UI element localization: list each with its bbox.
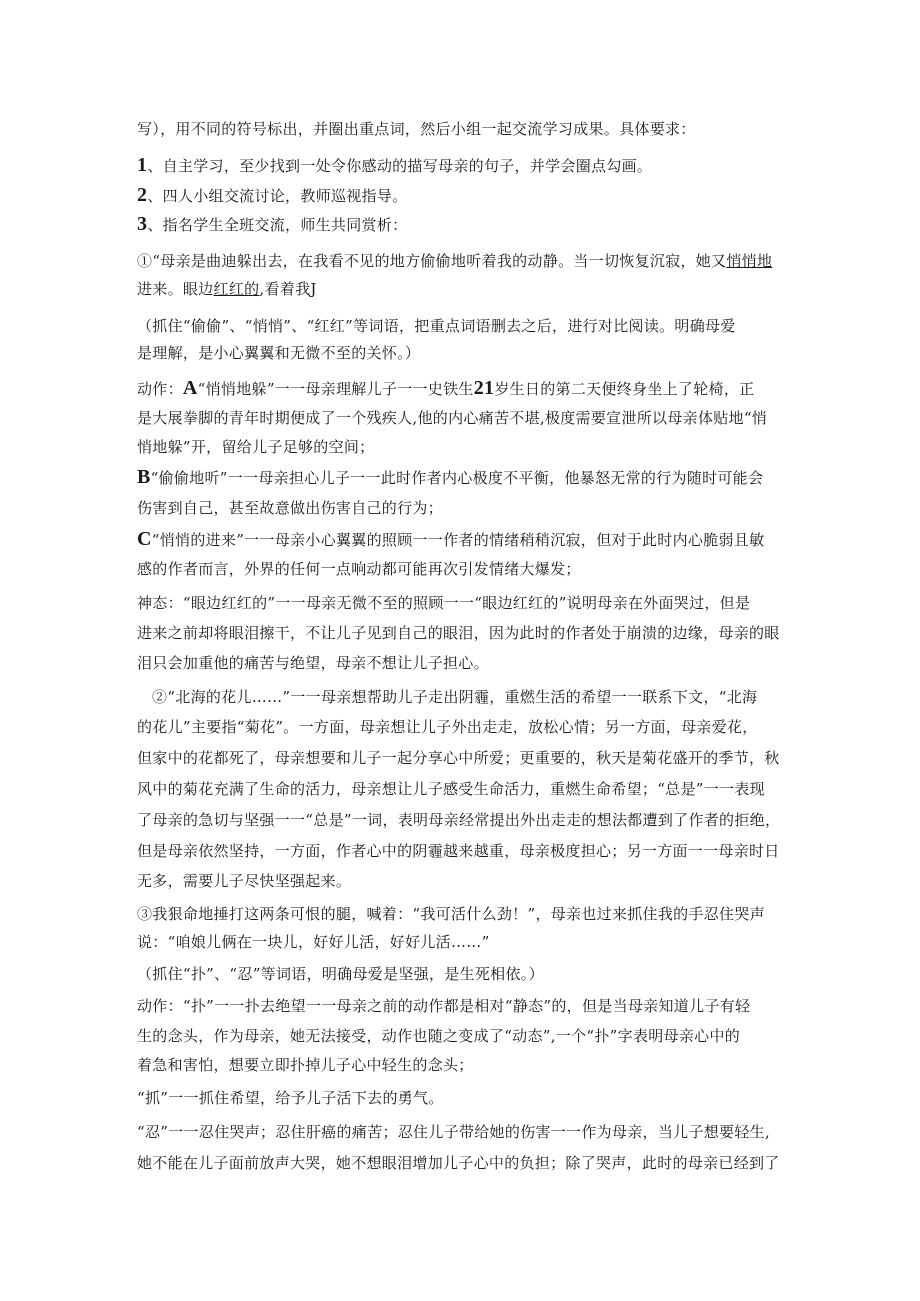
list-number: 1 [137, 154, 148, 176]
text-line: 无多，需要儿子尽快坚强起来。 [137, 872, 352, 890]
text-segment: ,看着我J [259, 280, 317, 298]
text-segment: 进来。眼边 [137, 280, 214, 298]
text-line: 但是母亲依然坚持，一方面，作者心中的阴霾越来越重，母亲极度担心；另一方面一一母亲时日 [137, 842, 780, 860]
text-segment: 、自主学习，至少找到一处令你感动的描写母亲的句子，并学会圈点勾画。 [147, 157, 653, 175]
text-line: 说：“咱娘儿俩在一块儿，好好儿活，好好儿活……” [137, 933, 490, 951]
action-b-line-1 [137, 466, 787, 489]
quote-1-line-2 [137, 278, 787, 300]
text-line: 了母亲的急切与坚强一一“总是”一词，表明母亲经常提出外出走走的想法都遭到了作者的拒绝， [137, 811, 781, 829]
text-line: 风中的菊花充满了生命的活力，母亲想让儿子感受生命活力，重燃生命希望；“总是”一一表现 [137, 780, 765, 798]
underlined-keyword: 红红的 [213, 280, 260, 298]
text-segment: 动作： [137, 380, 183, 398]
text-segment: 、指名学生全班交流，师生共同赏析： [147, 216, 408, 234]
text-line: 她不能在儿子面前放声大哭，她不想眼泪增加儿子心中的负担；除了哭声，此时的母亲已经到了 [137, 1154, 780, 1172]
text-line: （抓住“偷偷”、“悄悄”、“红红”等词语，把重点词语删去之后，进行对比阅读。明确母爱 [137, 317, 736, 335]
text-line: 是理解，是小心翼翼和无微不至的关怀。） [137, 344, 421, 362]
text-line: 生的念头，作为母亲，她无法接受，动作也随之变成了“动态”,一个“扑”字表明母亲心中的 [137, 1027, 741, 1045]
text-line: 进来之前却将眼泪擦干，不让儿子见到自己的眼泪，因为此时的作者处于崩溃的边缘，母亲的眼 [137, 624, 780, 642]
text-segment: ①“母亲是曲迪躲出去，在我看不见的地方偷偷地听着我的动静。当一切恢复沉寂，她又 [137, 252, 727, 270]
text-segment: “偷偷地听”一一母亲担心儿子一一此时作者内心极度不平衡，他暴怒无常的行为随时可能会 [150, 469, 764, 487]
text-line: 着急和害怕，想要立即扑掉儿子心中轻生的念头； [137, 1056, 474, 1074]
text-line: 动作：“扑”一一扑去绝望一一母亲之前的动作都是相对“静态”的，但是当母亲知道儿子有轻 [137, 997, 751, 1015]
quote-2-line-1: ②“北海的花儿……”一一母亲想帮助儿子走出阴霾，重燃生活的希望一一联系下文，“北海 [152, 688, 758, 706]
text-line: 写），用不同的符号标出，并圈出重点词，然后小组一起交流学习成果。具体要求： [137, 120, 696, 138]
text-line: “忍”一一忍住哭声；忍住肝癌的痛苦；忍住儿子带给她的伤害一一作为母亲，当儿子想要轻生, [137, 1123, 771, 1141]
requirement-1 [137, 154, 787, 177]
text-line: “抓”一一抓住希望，给予儿子活下去的勇气。 [137, 1089, 444, 1107]
list-number: 2 [137, 184, 148, 206]
text-segment: “悄悄地躲”一一母亲理解儿子一一史铁生 [197, 380, 474, 398]
text-line: 但家中的花都死了，母亲想要和儿子一起分享心中所爱；更重要的，秋天是菊花盛开的季节，秋 [137, 749, 780, 767]
text-line: 的花儿”主要指“菊花”。一方面，母亲想让儿子外出走走，放松心情；另一方面，母亲爱花， [137, 718, 758, 736]
text-line: 神态：“眼边红红的”一一母亲无微不至的照顾一一“眼边红红的”说明母亲在外面哭过，但是 [137, 594, 751, 612]
quote-1-line-1 [137, 250, 787, 272]
list-letter: A [182, 377, 198, 399]
quote-3-line-1: ③我狠命地捶打这两条可恨的腿，喊着：“我可活什么劲！”，母亲也过来抓住我的手忍住哭声 [137, 905, 765, 923]
age-number: 21 [473, 377, 495, 399]
text-line: 伤害到自己，甚至故意做出伤害自己的行为； [137, 499, 444, 517]
text-line: （抓住“扑”、“忍”等词语，明确母爱是坚强，是生死相依。） [137, 965, 544, 983]
action-c-line-1 [137, 528, 787, 551]
underlined-keyword: 悄悄地 [726, 252, 773, 270]
list-letter: C [137, 528, 152, 550]
text-line: 是大展拳脚的青年时期便成了一个残疾人,他的内心痛苦不堪,极度需要宣泄所以母亲体贴地“悄 [137, 409, 768, 427]
requirement-2 [137, 184, 787, 207]
text-segment: 岁生日的第二天便终身坐上了轮椅，正 [494, 380, 755, 398]
action-a-line-1 [137, 377, 787, 400]
text-line: 悄地躲”开，留给儿子足够的空间； [137, 438, 375, 456]
requirement-3 [137, 213, 787, 236]
list-number: 3 [137, 213, 148, 235]
text-line: 泪只会加重他的痛苦与绝望，母亲不想让儿子担心。 [137, 654, 489, 672]
list-letter: B [137, 466, 151, 488]
text-segment: 、四人小组交流讨论，教师巡视指导。 [147, 187, 408, 205]
text-line: 感的作者而言，外界的任何一点响动都可能再次引发情绪大爆发； [137, 560, 581, 578]
text-segment: “悄悄的进来”一一母亲小心翼翼的照顾一一作者的情绪稍稍沉寂，但对于此时内心脆弱且敏 [151, 531, 765, 549]
